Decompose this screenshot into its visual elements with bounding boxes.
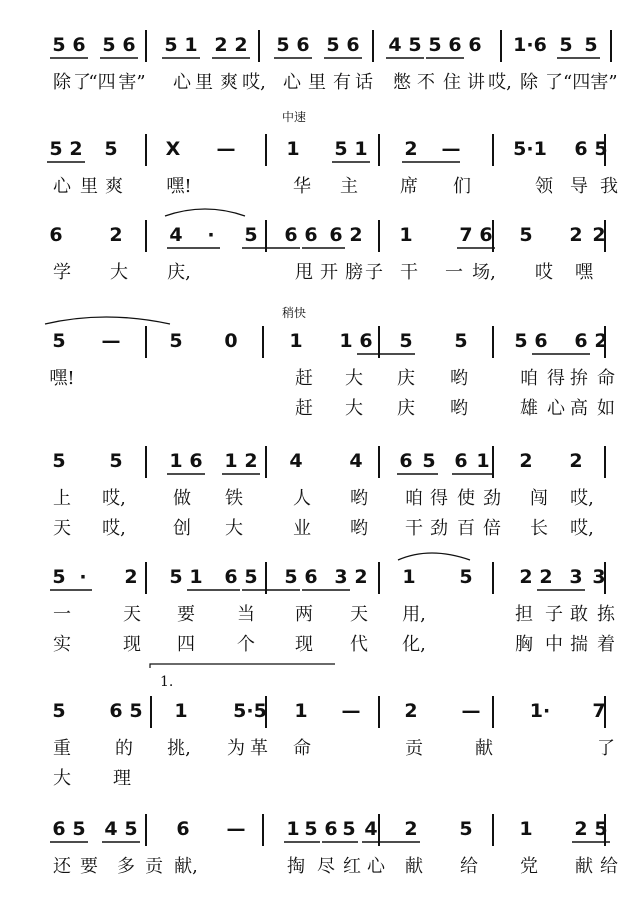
note: 5 — [52, 450, 66, 472]
lyric-word: 咱 — [405, 488, 423, 509]
lyric-word: 用, — [402, 604, 426, 625]
lyric-word: 干 — [400, 262, 418, 283]
beam-lines — [0, 814, 640, 854]
note: 6 — [399, 450, 413, 472]
lyric-word: 嘿 — [575, 262, 593, 283]
lyric-word: 庆 — [397, 368, 415, 389]
note: 6 — [454, 450, 468, 472]
note: 1 — [169, 450, 183, 472]
lyric-word: 里 — [80, 176, 98, 197]
lyric-word: 哟 — [450, 398, 468, 419]
lyric-word: 哎, — [570, 488, 594, 509]
lyric-word: 倍 — [483, 518, 501, 539]
lyric-word: 哟 — [350, 488, 368, 509]
note: 1 — [402, 566, 416, 588]
note: 6 — [329, 224, 343, 246]
lyric-word: 胸 — [515, 634, 533, 655]
beam-lines — [0, 696, 640, 736]
lyric-word: 天 — [53, 518, 71, 539]
note: 6 — [296, 34, 310, 56]
note: 5 — [422, 450, 436, 472]
note: 2 — [519, 566, 533, 588]
lyric-word: 揣 — [570, 634, 588, 655]
note: 6 — [359, 330, 373, 352]
lyric-word: 心 — [547, 398, 565, 419]
note: 1 — [189, 566, 203, 588]
lyric-word: 一 — [445, 262, 463, 283]
lyric-word: 爽 — [105, 176, 123, 197]
lyric-word: 贡 — [145, 856, 163, 877]
lyric-word: 使 — [457, 488, 475, 509]
lyric-word: 庆, — [167, 262, 191, 283]
lyric-line — [0, 396, 640, 424]
lyric-line — [0, 260, 640, 288]
lyric-word: 高 — [570, 398, 588, 419]
lyric-word: 爽 — [220, 72, 238, 93]
note: 2 — [519, 450, 533, 472]
lyric-word: 敢 — [570, 604, 588, 625]
lyric-line — [0, 602, 640, 630]
beam-lines — [0, 446, 640, 486]
lyric-word: 尽 — [317, 856, 335, 877]
note: 1 — [224, 450, 238, 472]
note: 5 — [454, 330, 468, 352]
lyric-line — [0, 766, 640, 794]
note: 5 — [559, 34, 573, 56]
score-system — [0, 814, 640, 924]
note: 2 — [539, 566, 553, 588]
note: 6 — [574, 138, 588, 160]
lyric-word: 献 — [405, 856, 423, 877]
lyric-word: 天 — [123, 604, 141, 625]
note: 5 — [334, 138, 348, 160]
lyric-word: 哎, — [102, 488, 126, 509]
note: 6 — [479, 224, 493, 246]
note: 6 — [72, 34, 86, 56]
note: 5 — [594, 818, 608, 840]
note: · — [207, 224, 215, 246]
note: 4 — [289, 450, 303, 472]
lyric-word: 命 — [293, 738, 311, 759]
note: 1 — [354, 138, 368, 160]
lyric-word: 哎, — [570, 518, 594, 539]
lyric-word: 主 — [340, 176, 358, 197]
lyric-word: 当 — [237, 604, 255, 625]
note: 7 — [459, 224, 473, 246]
note: 6 — [49, 224, 63, 246]
lyric-word: 天 — [350, 604, 368, 625]
note: 6 — [534, 330, 548, 352]
lyric-word: 话 — [355, 72, 373, 93]
lyric-word: 创 — [173, 518, 191, 539]
note: 2 — [569, 450, 583, 472]
note: 5 — [342, 818, 356, 840]
note: 2 — [234, 34, 248, 56]
note: 5 — [49, 138, 63, 160]
lyric-word: 华 — [293, 176, 311, 197]
note: 6 — [574, 330, 588, 352]
note: 2 — [574, 818, 588, 840]
note: 6 — [189, 450, 203, 472]
lyric-line — [0, 174, 640, 202]
lyric-word: 如 — [597, 398, 615, 419]
note: 5 — [52, 700, 66, 722]
note: — — [441, 138, 461, 160]
lyric-word: 席 — [400, 176, 418, 197]
note: 4 — [349, 450, 363, 472]
volta-label: 1. — [160, 674, 174, 690]
note: 6 — [304, 566, 318, 588]
lyric-word: 除 — [53, 72, 71, 93]
note: 2 — [69, 138, 83, 160]
note: 6 — [122, 34, 136, 56]
note: 6 — [346, 34, 360, 56]
note: 5 — [519, 224, 533, 246]
note: 6 — [468, 34, 482, 56]
lyric-word: 大 — [345, 398, 363, 419]
lyric-word: 人 — [293, 488, 311, 509]
note: X — [165, 138, 181, 160]
lyric-word: 住 — [443, 72, 461, 93]
lyric-word: 膀 — [345, 262, 363, 283]
lyric-line — [0, 854, 640, 882]
note: 5 — [104, 138, 118, 160]
lyric-word: 场, — [472, 262, 496, 283]
note: 1 — [294, 700, 308, 722]
note: 5 — [52, 34, 66, 56]
lyric-word: 的 — [115, 738, 133, 759]
lyric-word: 还 — [53, 856, 71, 877]
lyric-line — [0, 366, 640, 394]
lyric-word: 心 — [367, 856, 385, 877]
note: 2 — [109, 224, 123, 246]
note: 5·1 — [513, 138, 547, 160]
note: 5 — [102, 34, 116, 56]
note: 1 — [286, 818, 300, 840]
lyric-word: 有 — [333, 72, 351, 93]
note: 5 — [304, 818, 318, 840]
note: 3 — [569, 566, 583, 588]
note: 3 — [334, 566, 348, 588]
note: 2 — [354, 566, 368, 588]
lyric-word: 掏 — [287, 856, 305, 877]
lyric-word: 拚 — [570, 368, 588, 389]
note: — — [216, 138, 236, 160]
lyric-word: 劲 — [430, 518, 448, 539]
note: 5 — [109, 450, 123, 472]
lyric-word: 给 — [600, 856, 618, 877]
lyric-word: 上 — [53, 488, 71, 509]
note: 6 — [224, 566, 238, 588]
lyric-word: 心 — [173, 72, 191, 93]
lyric-word: 大 — [225, 518, 243, 539]
lyric-word: 哟 — [450, 368, 468, 389]
note: 1 — [339, 330, 353, 352]
note: 1 — [286, 138, 300, 160]
score-system — [0, 220, 640, 330]
lyric-word: 里 — [308, 72, 326, 93]
lyric-word: 哎, — [102, 518, 126, 539]
lyric-word: 领 — [535, 176, 553, 197]
note: 2 — [404, 700, 418, 722]
score-system — [0, 674, 640, 806]
note: 6 — [109, 700, 123, 722]
note: 4 — [388, 34, 402, 56]
lyric-word: 革 — [250, 738, 268, 759]
note: 5 — [284, 566, 298, 588]
lyric-word: 现 — [123, 634, 141, 655]
lyric-word: 哟 — [350, 518, 368, 539]
note: 6 — [284, 224, 298, 246]
note: 4 — [169, 224, 183, 246]
lyric-word: 赶 — [295, 368, 313, 389]
note: 5 — [129, 700, 143, 722]
lyric-word: 献 — [475, 738, 493, 759]
note: 2 — [594, 330, 608, 352]
lyric-word: 子 — [545, 604, 563, 625]
note: 2 — [404, 138, 418, 160]
lyric-word: 憋 — [393, 72, 411, 93]
note: — — [226, 818, 246, 840]
lyric-word: 得 — [430, 488, 448, 509]
note: 5 — [584, 34, 598, 56]
lyric-word: 献 — [575, 856, 593, 877]
note: 5 — [594, 138, 608, 160]
note: — — [101, 330, 121, 352]
lyric-word: 里 — [195, 72, 213, 93]
lyric-word: 重 — [53, 738, 71, 759]
lyric-line — [0, 70, 640, 98]
lyric-word: 百 — [457, 518, 475, 539]
lyric-word: 学 — [53, 262, 71, 283]
beam-lines — [0, 134, 640, 174]
lyric-word: 担 — [515, 604, 533, 625]
lyric-word: 贡 — [405, 738, 423, 759]
lyric-word: 理 — [113, 768, 131, 789]
lyric-word: 挑, — [167, 738, 191, 759]
tempo-marking: 稍快 — [282, 306, 307, 320]
lyric-word: 代 — [350, 634, 368, 655]
lyric-word: 子 — [365, 262, 383, 283]
note: 1·6 — [513, 34, 547, 56]
note: 5 — [169, 566, 183, 588]
lyric-word: 干 — [405, 518, 423, 539]
note: — — [461, 700, 481, 722]
note: 5 — [428, 34, 442, 56]
note: 2 — [124, 566, 138, 588]
tempo-marking: 中速 — [282, 110, 307, 124]
lyric-word: 大 — [53, 768, 71, 789]
beam-lines — [0, 562, 640, 602]
lyric-word: 们 — [453, 176, 471, 197]
note: 5 — [459, 566, 473, 588]
note: 5 — [514, 330, 528, 352]
lyric-word: 业 — [293, 518, 311, 539]
lyric-word: 现 — [295, 634, 313, 655]
note: 6 — [52, 818, 66, 840]
lyric-word: “四 — [88, 72, 116, 93]
lyric-word: 我 — [600, 176, 618, 197]
note: 5 — [326, 34, 340, 56]
note: 5 — [124, 818, 138, 840]
note: 5·5 — [233, 700, 267, 722]
lyric-word: 害” — [590, 72, 618, 93]
lyric-word: 哎 — [535, 262, 553, 283]
lyric-word: 做 — [173, 488, 191, 509]
lyric-word: 了 — [73, 72, 91, 93]
note: 5 — [72, 818, 86, 840]
note: · — [79, 566, 87, 588]
lyric-word: 嘿! — [49, 368, 75, 389]
note: 1 — [184, 34, 198, 56]
lyric-word: 为 — [227, 738, 245, 759]
lyric-word: 命 — [597, 368, 615, 389]
note: 5 — [399, 330, 413, 352]
lyric-word: 了“四 — [545, 72, 591, 93]
lyric-word: 铁 — [225, 488, 243, 509]
note: 5 — [244, 224, 258, 246]
lyric-word: 心 — [283, 72, 301, 93]
note: 4 — [104, 818, 118, 840]
note: 1 — [289, 330, 303, 352]
lyric-word: 个 — [237, 634, 255, 655]
lyric-word: 中 — [545, 634, 563, 655]
note: 7 — [592, 700, 606, 722]
lyric-word: 赶 — [295, 398, 313, 419]
lyric-word: 四 — [177, 634, 195, 655]
lyric-word: 大 — [345, 368, 363, 389]
lyric-word: 拣 — [597, 604, 615, 625]
note: 5 — [164, 34, 178, 56]
note: 2 — [569, 224, 583, 246]
note: 6 — [324, 818, 338, 840]
lyric-word: 除 — [520, 72, 538, 93]
note: 5 — [52, 330, 66, 352]
note: 5 — [459, 818, 473, 840]
note: 1 — [476, 450, 490, 472]
lyric-word: 哎, — [488, 72, 512, 93]
lyric-word: 劲 — [483, 488, 501, 509]
lyric-word: 党 — [520, 856, 538, 877]
lyric-word: 不 — [417, 72, 435, 93]
lyric-line — [0, 516, 640, 544]
note: 6 — [176, 818, 190, 840]
note: 0 — [224, 330, 238, 352]
lyric-word: 导 — [570, 176, 588, 197]
lyric-word: 得 — [547, 368, 565, 389]
score-system — [0, 446, 640, 556]
lyric-word: 嘿! — [166, 176, 192, 197]
note: 2 — [214, 34, 228, 56]
lyric-word: 实 — [53, 634, 71, 655]
note: 5 — [169, 330, 183, 352]
lyric-word: 一 — [53, 604, 71, 625]
lyric-word: 要 — [177, 604, 195, 625]
score-system — [0, 306, 640, 436]
lyric-line — [0, 736, 640, 764]
score-system — [0, 562, 640, 672]
beam-lines — [0, 220, 640, 260]
lyric-word: 雄 — [520, 398, 538, 419]
lyric-word: 闯 — [530, 488, 548, 509]
note: 1 — [519, 818, 533, 840]
beam-lines — [0, 326, 640, 366]
lyric-word: 红 — [343, 856, 361, 877]
lyric-word: 着 — [597, 634, 615, 655]
lyric-word: 哎, — [242, 72, 266, 93]
note: 3 — [592, 566, 606, 588]
note: 1 — [174, 700, 188, 722]
note: 5 — [276, 34, 290, 56]
lyric-word: 心 — [53, 176, 71, 197]
lyric-word: 甩 — [295, 262, 313, 283]
lyric-word: 化, — [402, 634, 426, 655]
lyric-word: 给 — [460, 856, 478, 877]
lyric-word: 开 — [320, 262, 338, 283]
note: 6 — [304, 224, 318, 246]
lyric-word: 大 — [110, 262, 128, 283]
note: 5 — [52, 566, 66, 588]
note: 2 — [244, 450, 258, 472]
lyric-word: 要 — [80, 856, 98, 877]
note: 4 — [364, 818, 378, 840]
lyric-word: 两 — [295, 604, 313, 625]
note: 2 — [592, 224, 606, 246]
lyric-word: 害” — [118, 72, 146, 93]
lyric-line — [0, 632, 640, 660]
note: 2 — [349, 224, 363, 246]
note: — — [341, 700, 361, 722]
score-system — [0, 30, 640, 140]
lyric-word: 庆 — [397, 398, 415, 419]
beam-lines — [0, 30, 640, 70]
lyric-line — [0, 486, 640, 514]
lyric-word: 咱 — [520, 368, 538, 389]
lyric-word: 了 — [597, 738, 615, 759]
lyric-word: 讲 — [467, 72, 485, 93]
note: 6 — [448, 34, 462, 56]
lyric-word: 多 — [117, 856, 135, 877]
note: 2 — [404, 818, 418, 840]
note: 5 — [244, 566, 258, 588]
note: 5 — [408, 34, 422, 56]
lyric-word: 献, — [174, 856, 198, 877]
note: 1· — [529, 700, 551, 722]
lyric-word: 长 — [530, 518, 548, 539]
note: 1 — [399, 224, 413, 246]
